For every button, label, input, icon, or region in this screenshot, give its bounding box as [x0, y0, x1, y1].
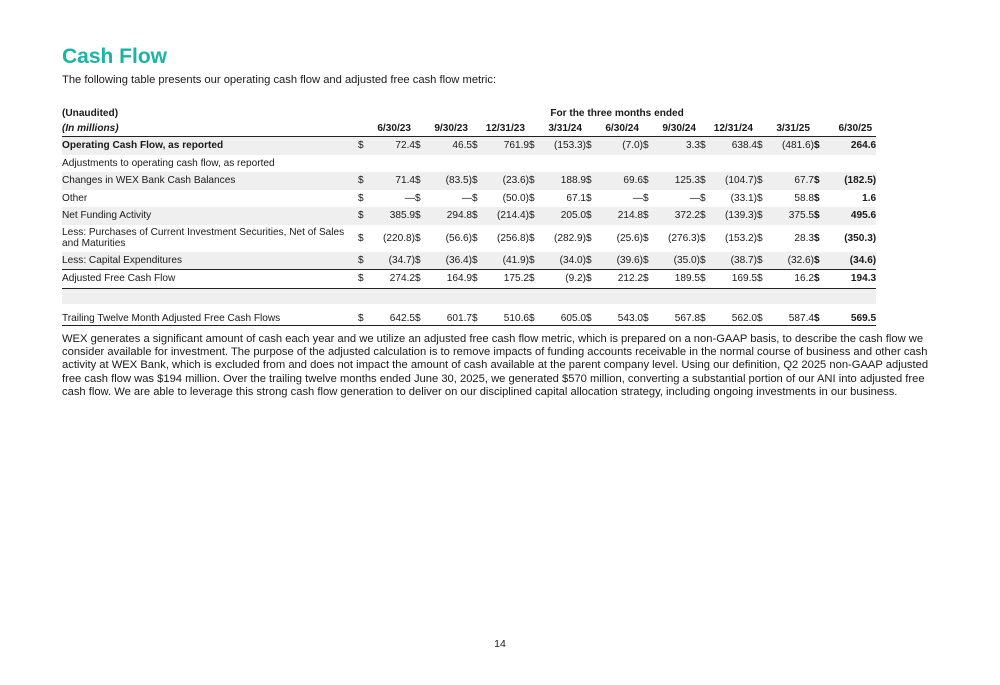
- cell-value: (9.2): [544, 270, 586, 289]
- currency-symbol: $: [415, 192, 421, 204]
- currency-symbol: $: [415, 172, 430, 190]
- currency-symbol: $: [472, 137, 487, 155]
- currency-symbol: $: [358, 207, 373, 225]
- cell-value: (35.0): [658, 252, 700, 270]
- currency-symbol: $: [529, 304, 544, 326]
- table-row-capital-expenditures: [62, 252, 876, 270]
- cell-value: (39.6): [601, 252, 643, 270]
- currency-symbol: $: [472, 192, 478, 204]
- table-row-wex-bank-cash: [62, 172, 876, 190]
- currency-symbol: $: [472, 207, 487, 225]
- currency-symbol: $: [472, 172, 487, 190]
- page-title: Cash Flow: [62, 45, 168, 68]
- cell-value: 605.0: [544, 304, 586, 326]
- cell-value: 294.8: [430, 207, 472, 225]
- cell-value: 510.6: [487, 304, 529, 326]
- period-header: 3/31/25: [757, 121, 814, 137]
- currency-symbol: $: [472, 270, 487, 289]
- currency-symbol: $: [814, 172, 829, 190]
- period-header: 3/31/24: [529, 121, 586, 137]
- cell-value: 28.3: [794, 232, 814, 244]
- cell-value: (276.3): [668, 232, 700, 244]
- cell-value: 385.9: [373, 207, 415, 225]
- row-label: Less: Capital Expenditures: [62, 252, 358, 270]
- currency-symbol: $: [700, 270, 715, 289]
- currency-symbol: $: [814, 232, 820, 244]
- cell-value: (104.7): [715, 172, 757, 190]
- currency-symbol: $: [358, 192, 364, 204]
- currency-symbol: $: [415, 304, 430, 326]
- currency-symbol: $: [757, 137, 772, 155]
- cell-value: 214.8: [601, 207, 643, 225]
- period-header: 6/30/23: [358, 121, 415, 137]
- row-label: Other: [62, 192, 88, 204]
- currency-symbol: $: [814, 270, 829, 289]
- cell-value: (33.1): [730, 192, 757, 204]
- cell-value: 16.2: [772, 270, 814, 289]
- cell-value: 274.2: [373, 270, 415, 289]
- cell-value: (34.7): [373, 252, 415, 270]
- currency-symbol: $: [643, 137, 658, 155]
- cell-value: 567.8: [658, 304, 700, 326]
- currency-symbol: $: [586, 232, 592, 244]
- cell-value: 212.2: [601, 270, 643, 289]
- table-row-operating-cash-flow: [62, 137, 876, 155]
- currency-symbol: $: [643, 192, 649, 204]
- cell-value: 164.9: [430, 270, 472, 289]
- cell-value: —: [632, 192, 643, 204]
- cell-value: 642.5: [373, 304, 415, 326]
- cell-value: 372.2: [658, 207, 700, 225]
- currency-symbol: $: [700, 207, 715, 225]
- currency-symbol: $: [586, 270, 601, 289]
- currency-symbol: $: [586, 207, 601, 225]
- currency-symbol: $: [643, 207, 658, 225]
- cell-value: 188.9: [544, 172, 586, 190]
- currency-symbol: $: [529, 270, 544, 289]
- currency-symbol: $: [757, 252, 772, 270]
- cell-value: (25.6): [616, 232, 643, 244]
- row-label: Less: Purchases of Current Investment Securities, Net of Sales and Maturities: [62, 227, 345, 249]
- cell-value: (182.5): [829, 172, 876, 190]
- row-label: Trailing Twelve Month Adjusted Free Cash Flows: [62, 304, 358, 326]
- cell-value: 72.4: [373, 137, 415, 155]
- cell-value: 67.7: [772, 172, 814, 190]
- currency-symbol: $: [586, 137, 601, 155]
- currency-symbol: $: [757, 207, 772, 225]
- currency-symbol: $: [757, 192, 763, 204]
- period-header: 6/30/25: [814, 121, 876, 137]
- cell-value: 58.8: [794, 192, 814, 204]
- currency-symbol: $: [757, 172, 772, 190]
- currency-symbol: $: [358, 137, 373, 155]
- row-label: Adjusted Free Cash Flow: [62, 270, 358, 289]
- currency-symbol: $: [586, 192, 592, 204]
- cell-value: (34.0): [544, 252, 586, 270]
- currency-symbol: $: [358, 270, 373, 289]
- currency-symbol: $: [814, 137, 829, 155]
- currency-symbol: $: [643, 232, 649, 244]
- currency-symbol: $: [529, 232, 535, 244]
- currency-symbol: $: [358, 252, 373, 270]
- currency-symbol: $: [700, 172, 715, 190]
- currency-symbol: $: [415, 270, 430, 289]
- cell-value: (282.9): [554, 232, 586, 244]
- unaudited-label: (Unaudited): [62, 108, 119, 119]
- body-paragraph: WEX generates a significant amount of cash each year and we utilize an adjusted free cash flow metric, which is prepared on a non-GAAP basis, to describe the cash flow we consider available for investment. The purpose of the adjusted calculation is to remove impacts of funding accounts receivable in the normal course of business and other cash activity at WEX Bank, which is excluded from and does not impact the amount of cash available at the parent company level. Using our definition, Q2 2025 non-GAAP adjusted free cash flow was $194 million. Over the trailing twelve months ended June 30, 2025, we generated $570 million, converting a substantial portion of our ANI into adjusted free cash flow. We are able to leverage this strong cash flow generation to deliver on our disciplined capital allocation strategy, including ongoing investments in our business.: [62, 333, 929, 398]
- table-row-other: [62, 190, 876, 208]
- currency-symbol: $: [700, 192, 706, 204]
- cell-value: (256.8): [497, 232, 529, 244]
- table-row-investment-purchases: [62, 225, 876, 252]
- row-label: Changes in WEX Bank Cash Balances: [62, 172, 358, 190]
- intro-text: The following table presents our operating cash flow and adjusted free cash flow metric:: [62, 74, 497, 86]
- cell-value: 495.6: [829, 207, 876, 225]
- cell-value: (153.2): [725, 232, 757, 244]
- currency-symbol: $: [814, 207, 829, 225]
- cell-value: 169.5: [715, 270, 757, 289]
- currency-symbol: $: [529, 172, 544, 190]
- cell-value: (139.3): [715, 207, 757, 225]
- currency-symbol: $: [814, 192, 820, 204]
- currency-symbol: $: [814, 304, 829, 326]
- currency-symbol: $: [415, 252, 430, 270]
- cell-value: 562.0: [715, 304, 757, 326]
- currency-symbol: $: [757, 304, 772, 326]
- table-row-net-funding: [62, 207, 876, 225]
- currency-symbol: $: [643, 270, 658, 289]
- currency-symbol: $: [472, 304, 487, 326]
- cell-value: 264.6: [829, 137, 876, 155]
- currency-symbol: $: [529, 192, 535, 204]
- currency-symbol: $: [700, 304, 715, 326]
- currency-symbol: $: [415, 207, 430, 225]
- period-header: 12/31/23: [472, 121, 529, 137]
- row-label: Adjustments to operating cash flow, as reported: [62, 157, 275, 169]
- cell-value: (34.6): [829, 252, 876, 270]
- page-number: 14: [494, 638, 506, 650]
- currency-symbol: $: [472, 232, 478, 244]
- row-label: Net Funding Activity: [62, 207, 358, 225]
- currency-symbol: $: [415, 232, 421, 244]
- cell-value: 761.9: [487, 137, 529, 155]
- cell-value: 375.5: [772, 207, 814, 225]
- period-header: 12/31/24: [700, 121, 757, 137]
- currency-symbol: $: [643, 172, 658, 190]
- table-row-adjusted-free-cash-flow: [62, 270, 876, 289]
- cell-value: 638.4: [715, 137, 757, 155]
- cell-value: —: [461, 192, 472, 204]
- period-header: 6/30/24: [586, 121, 643, 137]
- cell-value: (50.0): [502, 192, 529, 204]
- currency-symbol: $: [358, 232, 364, 244]
- cell-value: 71.4: [373, 172, 415, 190]
- cell-value: (56.6): [445, 232, 472, 244]
- cell-value: 601.7: [430, 304, 472, 326]
- period-header: 9/30/24: [643, 121, 700, 137]
- currency-symbol: $: [472, 252, 487, 270]
- table-spacer-row: [62, 288, 876, 304]
- cell-value: (214.4): [487, 207, 529, 225]
- cell-value: (83.5): [430, 172, 472, 190]
- cell-value: 587.4: [772, 304, 814, 326]
- cell-value: (153.3): [544, 137, 586, 155]
- currency-symbol: $: [643, 252, 658, 270]
- currency-symbol: $: [757, 232, 763, 244]
- cell-value: (41.9): [487, 252, 529, 270]
- currency-symbol: $: [700, 232, 706, 244]
- currency-symbol: $: [700, 137, 715, 155]
- cell-value: 1.6: [862, 192, 877, 204]
- period-header: 9/30/23: [415, 121, 472, 137]
- cell-value: (23.6): [487, 172, 529, 190]
- cell-value: 46.5: [430, 137, 472, 155]
- currency-symbol: $: [814, 252, 829, 270]
- cell-value: (38.7): [715, 252, 757, 270]
- currency-symbol: $: [586, 172, 601, 190]
- currency-symbol: $: [529, 137, 544, 155]
- cell-value: (481.6): [772, 137, 814, 155]
- units-label: (In millions): [62, 121, 358, 137]
- cell-value: (32.6): [772, 252, 814, 270]
- cell-value: (36.4): [430, 252, 472, 270]
- period-header-row: [62, 121, 876, 137]
- currency-symbol: $: [415, 137, 430, 155]
- cell-value: 175.2: [487, 270, 529, 289]
- currency-symbol: $: [700, 252, 715, 270]
- period-heading: For the three months ended: [550, 108, 684, 119]
- cell-value: (7.0): [601, 137, 643, 155]
- cell-value: 205.0: [544, 207, 586, 225]
- currency-symbol: $: [757, 270, 772, 289]
- currency-symbol: $: [529, 207, 544, 225]
- cell-value: 67.1: [566, 192, 586, 204]
- cell-value: 189.5: [658, 270, 700, 289]
- cell-value: 69.6: [601, 172, 643, 190]
- currency-symbol: $: [358, 304, 373, 326]
- table-row-adjustments: [62, 155, 876, 173]
- currency-symbol: $: [586, 252, 601, 270]
- currency-symbol: $: [529, 252, 544, 270]
- currency-symbol: $: [643, 304, 658, 326]
- cell-value: (350.3): [844, 232, 877, 244]
- cell-value: 543.0: [601, 304, 643, 326]
- cell-value: (220.8): [383, 232, 415, 244]
- cell-value: 3.3: [658, 137, 700, 155]
- cell-value: 125.3: [658, 172, 700, 190]
- cell-value: —: [404, 192, 415, 204]
- cash-flow-table: [62, 106, 876, 326]
- table-row-ttm-adjusted-fcf: [62, 304, 876, 326]
- row-label: Operating Cash Flow, as reported: [62, 137, 358, 155]
- currency-symbol: $: [586, 304, 601, 326]
- cell-value: 569.5: [829, 304, 876, 326]
- currency-symbol: $: [358, 172, 373, 190]
- cell-value: —: [689, 192, 700, 204]
- cell-value: 194.3: [829, 270, 876, 289]
